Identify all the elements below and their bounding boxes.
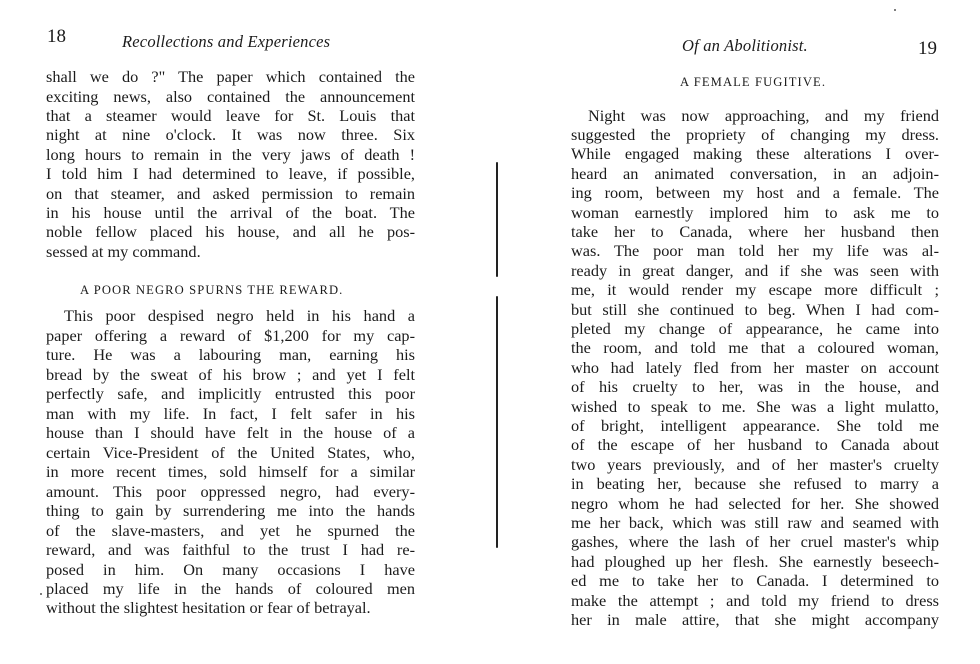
text-line: on that steamer, and asked permission to remain [46, 184, 415, 203]
page-number-left: 18 [47, 26, 66, 47]
text-line: bread by the sweat of his brow ; and yet I felt [46, 365, 415, 384]
paper-speck [894, 9, 896, 11]
text-line: me, it would render my escape more difficult ; [571, 280, 939, 299]
text-line: in his house until the arrival of the boat. The [46, 203, 415, 222]
text-line: had ploughed up her flesh. She earnestly beseech- [571, 552, 939, 571]
text-line: night at nine o'clock. It was now three. Six [46, 125, 415, 144]
text-line: man with my life. In fact, I felt safer in his [46, 404, 415, 423]
running-head-left: Recollections and Experiences [122, 32, 331, 51]
text-line: make the attempt ; and told my friend to dress [571, 591, 939, 610]
text-line: two years previously, and of her master's cruelty [571, 455, 939, 474]
text-line: was. The poor man told her my life was al- [571, 241, 939, 260]
text-line: of bright, intelligent appearance. She told me [571, 416, 939, 435]
text-line: who had lately fled from her master on account [571, 358, 939, 377]
text-line: long hours to remain in the very jaws of death ! [46, 145, 415, 164]
text-line: noble fellow placed his house, and all he pos- [46, 222, 415, 241]
text-line: This poor despised negro held in his hand a [64, 306, 415, 325]
text-line: heard an animated conversation, in an adjoin- [571, 164, 939, 183]
text-line: posed in him. On many occasions I have [46, 560, 415, 579]
right-page [500, 0, 980, 664]
text-line: her in male attire, that she might accompany [571, 610, 939, 629]
text-line: house than I should have felt in the house of a [46, 423, 415, 442]
text-line: sessed at my command. [46, 242, 201, 261]
text-line: exciting news, also contained the announcement [46, 87, 415, 106]
text-line: me her back, which was still raw and seamed with [571, 513, 939, 532]
text-line: ing room, between my host and a female. The [571, 183, 939, 202]
text-line: wished to speak to me. She was a light mulatto, [571, 397, 939, 416]
text-line: that a steamer would leave for St. Louis that [46, 106, 415, 125]
left-page [0, 0, 470, 664]
text-line: negro whom he had selected for her. She showed [571, 494, 939, 513]
text-line: without the slightest hesitation or fear of betrayal. [46, 598, 371, 617]
text-line: ready in great danger, and if she was seen with [571, 261, 939, 280]
text-line: ture. He was a labouring man, earning his [46, 345, 415, 364]
text-line: shall we do ?" The paper which contained the [46, 67, 415, 86]
paper-speck [40, 593, 42, 595]
text-line: placed my life in the hands of coloured men [46, 579, 415, 598]
text-line: gashes, where the lash of her cruel master's whip [571, 532, 939, 551]
text-line: woman earnestly implored him to ask me to [571, 203, 939, 222]
text-line: Night was now approaching, and my friend [588, 106, 939, 125]
text-line: of his cruelty to her, was in the house, and [571, 377, 939, 396]
text-line: take her to Canada, where her husband then [571, 222, 939, 241]
gutter-mark [496, 296, 498, 548]
running-head-right: Of an Abolitionist. [682, 36, 808, 55]
text-line: in beating her, because she refused to marry a [571, 474, 939, 493]
text-line: of the slave-masters, and yet he spurned the [46, 521, 415, 540]
text-line: perfectly safe, and implicitly entrusted this poor [46, 384, 415, 403]
text-line: thing to gain by surrendering me into the hands [46, 501, 415, 520]
text-line: but still she continued to beg. When I had com- [571, 300, 939, 319]
text-line: of the escape of her husband to Canada about [571, 435, 939, 454]
text-line: paper offering a reward of $1,200 for my cap- [46, 326, 415, 345]
section-heading-right: A FEMALE FUGITIVE. [680, 75, 827, 89]
gutter-mark [496, 162, 498, 277]
text-line: ed me to take her to Canada. I determined to [571, 571, 939, 590]
text-line: suggested the propriety of changing my dress. [571, 125, 939, 144]
text-line: in more recent times, sold himself for a similar [46, 462, 415, 481]
text-line: the room, and told me that a coloured woman, [571, 338, 939, 357]
text-line: While engaged making these alterations I over- [571, 144, 939, 163]
text-line: I told him I had determined to leave, if possible, [46, 164, 415, 183]
text-line: reward, and was faithful to the trust I had re- [46, 540, 415, 559]
text-line: pleted my change of appearance, he came into [571, 319, 939, 338]
section-heading-left: A POOR NEGRO SPURNS THE REWARD. [80, 283, 344, 297]
text-line: certain Vice-President of the United States, who, [46, 443, 415, 462]
page-number-right: 19 [918, 38, 937, 59]
text-line: amount. This poor oppressed negro, had every- [46, 482, 415, 501]
